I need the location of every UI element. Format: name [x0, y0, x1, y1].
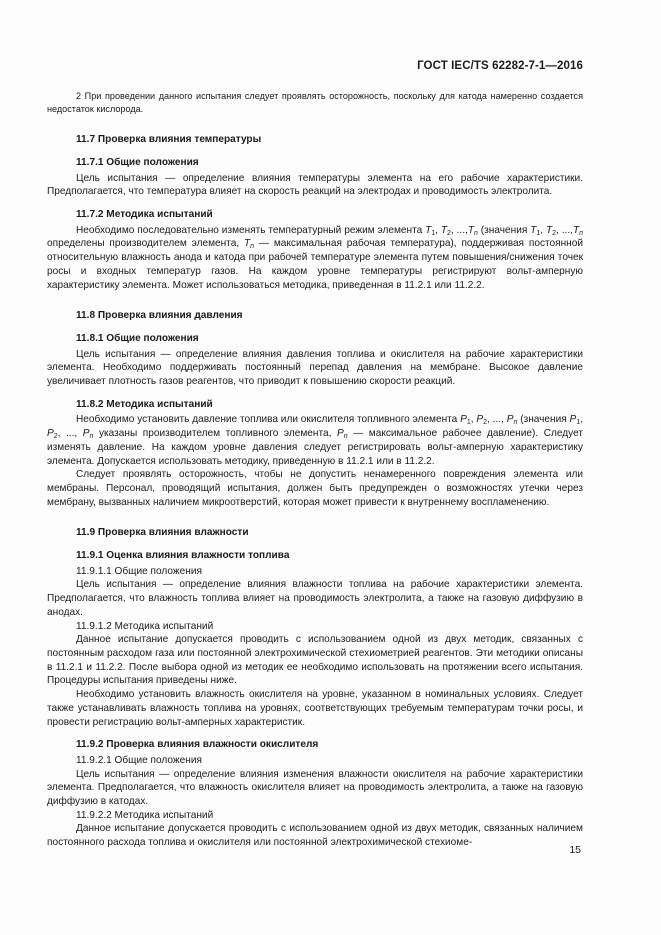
paragraph-11-9-2-2: Данное испытание допускается проводить с использованием одной из двух методик, связанных наличием постоянного расхода топлива и окислителя или постоянной электрохимической стехиоме- [47, 823, 583, 849]
paragraph-11-8-2-caution: Следует проявлять осторожность, чтобы не допустить ненамеренного повреждения элемента или мембраны. Персонал, проводящий испытания, должен быть предупрежден о возможностях утечки через мембрану, вызванных наличием микроотверстий, которая может привести к внутреннему воспламенению. [47, 469, 583, 508]
paragraph-11-8-2: Необходимо установить давление топлива или окислителя топливного элемента $P_1$, $P_2$, ..., $P_n$ (значения $P_1$, $P_2$, ..., $P_n$ указаны производителем топливного элемента, $P_n$ — максимальное рабочее давление). Следует изменять давление. На каждом уровне давления следует регистрировать вольт-амперную характеристику элемента. Допускается использовать методику, приведенную в 11.2.1 или в 11.2.2. [47, 414, 583, 467]
standard-designation: ГОСТ IEC/TS 62282-7-1—2016 [417, 60, 583, 72]
paragraph-11-7-1: Цель испытания — определение влияния температуры элемента на его рабочие характеристики. Предполагается, что температура влияет на скорость реакций на электродах и проводимость электролита. [47, 172, 583, 198]
heading-11-7-2: 11.7.2 Методика испытаний [76, 209, 213, 220]
heading-11-9-2: 11.9.2 Проверка влияния влажности окислителя [76, 739, 319, 751]
heading-11-9-2-1: 11.9.2.1 Общие положения [76, 754, 202, 766]
paragraph-11-9-1-1: Цель испытания — определение влияния влажности топлива на рабочие характеристики элемента. Предполагается, что влажность топлива влияет на проводимость электролита, а также на газовую диффузию в анодах. [47, 579, 583, 618]
heading-11-9-1: 11.9.1 Оценка влияния влажности топлива [76, 550, 290, 562]
heading-11-9-2-2: 11.9.2.2 Методика испытаний [76, 809, 214, 821]
heading-11-8-1: 11.8.1 Общие положения [76, 332, 199, 344]
heading-11-9-1-2: 11.9.1.2 Методика испытаний [76, 620, 214, 632]
heading-11-9-1-1: 11.9.1.1 Общие положения [76, 565, 202, 577]
heading-11-7: 11.7 Проверка влияния температуры [76, 134, 262, 146]
paragraph-11-9-1-2: Данное испытание допускается проводить с использованием одной из двух методик, связанных с постоянным расходом газа или постоянной электрохимической стехиометрией реагентов. Эти методики описаны в 11.2.1 и 11.2.2. После выбора одной из методик ее необходимо использовать на протяжении всего испытания. Процедуры испытания приведены ниже. [47, 634, 583, 687]
heading-11-8-2: 11.8.2 Методика испытаний [76, 398, 213, 410]
page-content [47, 90, 583, 850]
heading-11-7-1: 11.7.1 Общие положения [76, 156, 199, 168]
note-2: 2 При проведении данного испытания следует проявлять осторожность, поскольку для катода намеренно создается недостаток кислорода. [47, 91, 583, 114]
paragraph-11-8-1: Цель испытания — определение влияния давления топлива и окислителя на рабочие характеристики элемента. Необходимо поддерживать постоянный перепад давления на мембране. Высокое давление увеличивает плотность газов реагентов, что приводит к повышению скорости реакций. [47, 348, 583, 388]
paragraph-11-7-2: Необходимо последовательно изменять температурный режим элемента $T_1$, $T_2$, $...,T_n$ (значения $T_1$, $T_2$, $...,T_n$ определены производителем элемента, $T_n$ — максимальная рабочая температура), поддерживая постоянной относительную влажность анода и катода при рабочей температуре элемента путем повышения/снижения точек росы и входных температур газов. На каждом уровне температуры регистрируют вольт-амперную характеристику элемента. Может использоваться методика, приведенная в 11.2.1 или 11.2.2. [47, 224, 584, 291]
paragraph-11-9-1-2-procedure: Необходимо установить влажность окислителя на уровне, указанном в номинальных условиях. Следует также устанавливать влажность топлива на уровнях, соответствующих требуемым температурам точки росы, и провести регистрацию вольт-амперных характеристик. [47, 689, 583, 728]
heading-11-8: 11.8 Проверка влияния давления [76, 310, 243, 322]
paragraph-11-9-2-1: Цель испытания — определение влияния изменения влажности окислителя на рабочие характеристики элемента. Предполагается, что влажность окислителя влияет на проводимость электролита, а также на газовую диффузию в катодах. [47, 768, 583, 808]
heading-11-9: 11.9 Проверка влияния влажности [76, 527, 249, 539]
page-number: 15 [569, 844, 581, 856]
